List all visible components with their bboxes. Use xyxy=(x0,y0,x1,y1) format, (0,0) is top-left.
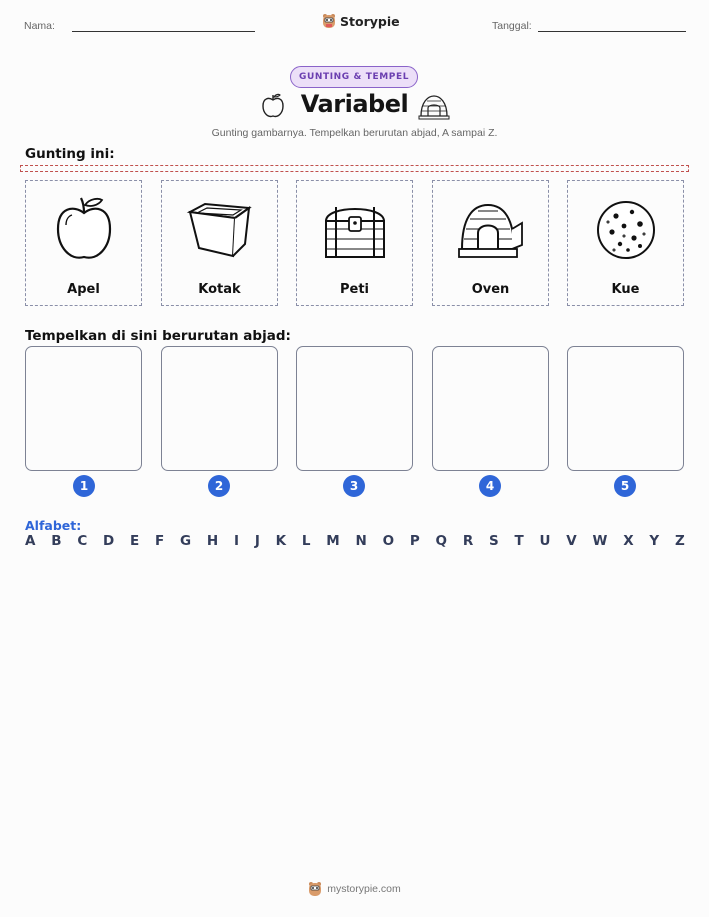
instruction-text: Gunting gambarnya. Tempelkan berurutan abjad, A sampai Z. xyxy=(211,127,498,139)
alphabet-letter: D xyxy=(103,533,115,549)
cut-card-kue[interactable] xyxy=(567,180,684,306)
paste-section-heading: Tempelkan di sini berurutan abjad: xyxy=(25,328,291,344)
card-label: Kue xyxy=(611,282,640,297)
alphabet-letter: P xyxy=(409,533,420,549)
cut-card-oven[interactable] xyxy=(432,180,549,306)
alphabet-letter: E xyxy=(130,533,140,549)
card-label: Apel xyxy=(67,282,100,297)
alphabet-letter: Q xyxy=(435,533,448,549)
slot-number-badge: 1 xyxy=(73,475,95,497)
bear-mascot-icon xyxy=(308,881,322,897)
card-label: Kotak xyxy=(198,282,241,297)
footer-url[interactable]: mystorypie.com xyxy=(327,883,401,895)
alphabet-letter: V xyxy=(566,533,577,549)
cut-card-kotak[interactable] xyxy=(161,180,278,306)
page-title: Variabel xyxy=(300,90,409,118)
brand-name: Storypie xyxy=(340,13,400,29)
alphabet-letter: T xyxy=(514,533,524,549)
alphabet-letter: Z xyxy=(674,533,685,549)
alphabet-letter: U xyxy=(539,533,551,549)
alphabet-letter: H xyxy=(206,533,219,549)
alphabet-letter: M xyxy=(326,533,340,549)
alphabet-letter: O xyxy=(382,533,395,549)
box-icon xyxy=(185,200,255,260)
alphabet-letter: S xyxy=(489,533,499,549)
cut-guide-line xyxy=(20,165,689,172)
paste-slot-3[interactable] xyxy=(296,346,413,471)
footer xyxy=(0,881,709,897)
slot-number-badge: 3 xyxy=(343,475,365,497)
alphabet-letter: N xyxy=(355,533,367,549)
cut-section-heading: Gunting ini: xyxy=(25,146,115,162)
alphabet-letter: F xyxy=(155,533,165,549)
alphabet-letter: L xyxy=(301,533,311,549)
paste-slot-1[interactable] xyxy=(25,346,142,471)
paste-slot-4[interactable] xyxy=(432,346,549,471)
cut-card-apel[interactable] xyxy=(25,180,142,306)
slot-number-badge: 4 xyxy=(479,475,501,497)
igloo-oven-icon xyxy=(418,92,450,120)
oven-icon xyxy=(456,199,526,261)
name-field-line[interactable] xyxy=(72,31,255,32)
alphabet-letter: R xyxy=(462,533,474,549)
date-field-line[interactable] xyxy=(538,31,686,32)
date-label: Tanggal: xyxy=(492,20,532,32)
alphabet-letter: G xyxy=(180,533,192,549)
bear-mascot-icon xyxy=(322,13,336,29)
slot-number-badge: 5 xyxy=(614,475,636,497)
alphabet-letter: K xyxy=(275,533,287,549)
card-label: Oven xyxy=(471,282,510,297)
cut-card-peti[interactable] xyxy=(296,180,413,306)
alphabet-letter: X xyxy=(623,533,634,549)
alphabet-row xyxy=(25,533,685,549)
apple-icon xyxy=(52,195,116,265)
alphabet-letter: W xyxy=(592,533,608,549)
activity-badge: GUNTING & TEMPEL xyxy=(290,66,418,88)
paste-slot-5[interactable] xyxy=(567,346,684,471)
alphabet-letter: J xyxy=(254,533,260,549)
treasure-chest-icon xyxy=(322,199,388,261)
alphabet-heading: Alfabet: xyxy=(25,518,82,533)
paste-slot-2[interactable] xyxy=(161,346,278,471)
alphabet-letter: Y xyxy=(649,533,660,549)
alphabet-letter: A xyxy=(25,533,36,549)
brand-logo xyxy=(322,13,400,29)
name-label: Nama: xyxy=(24,20,55,32)
slot-number-badge: 2 xyxy=(208,475,230,497)
alphabet-letter: B xyxy=(51,533,62,549)
alphabet-letter: C xyxy=(77,533,88,549)
cookie-icon xyxy=(594,198,658,262)
alphabet-letter: I xyxy=(234,533,240,549)
card-label: Peti xyxy=(339,282,369,297)
